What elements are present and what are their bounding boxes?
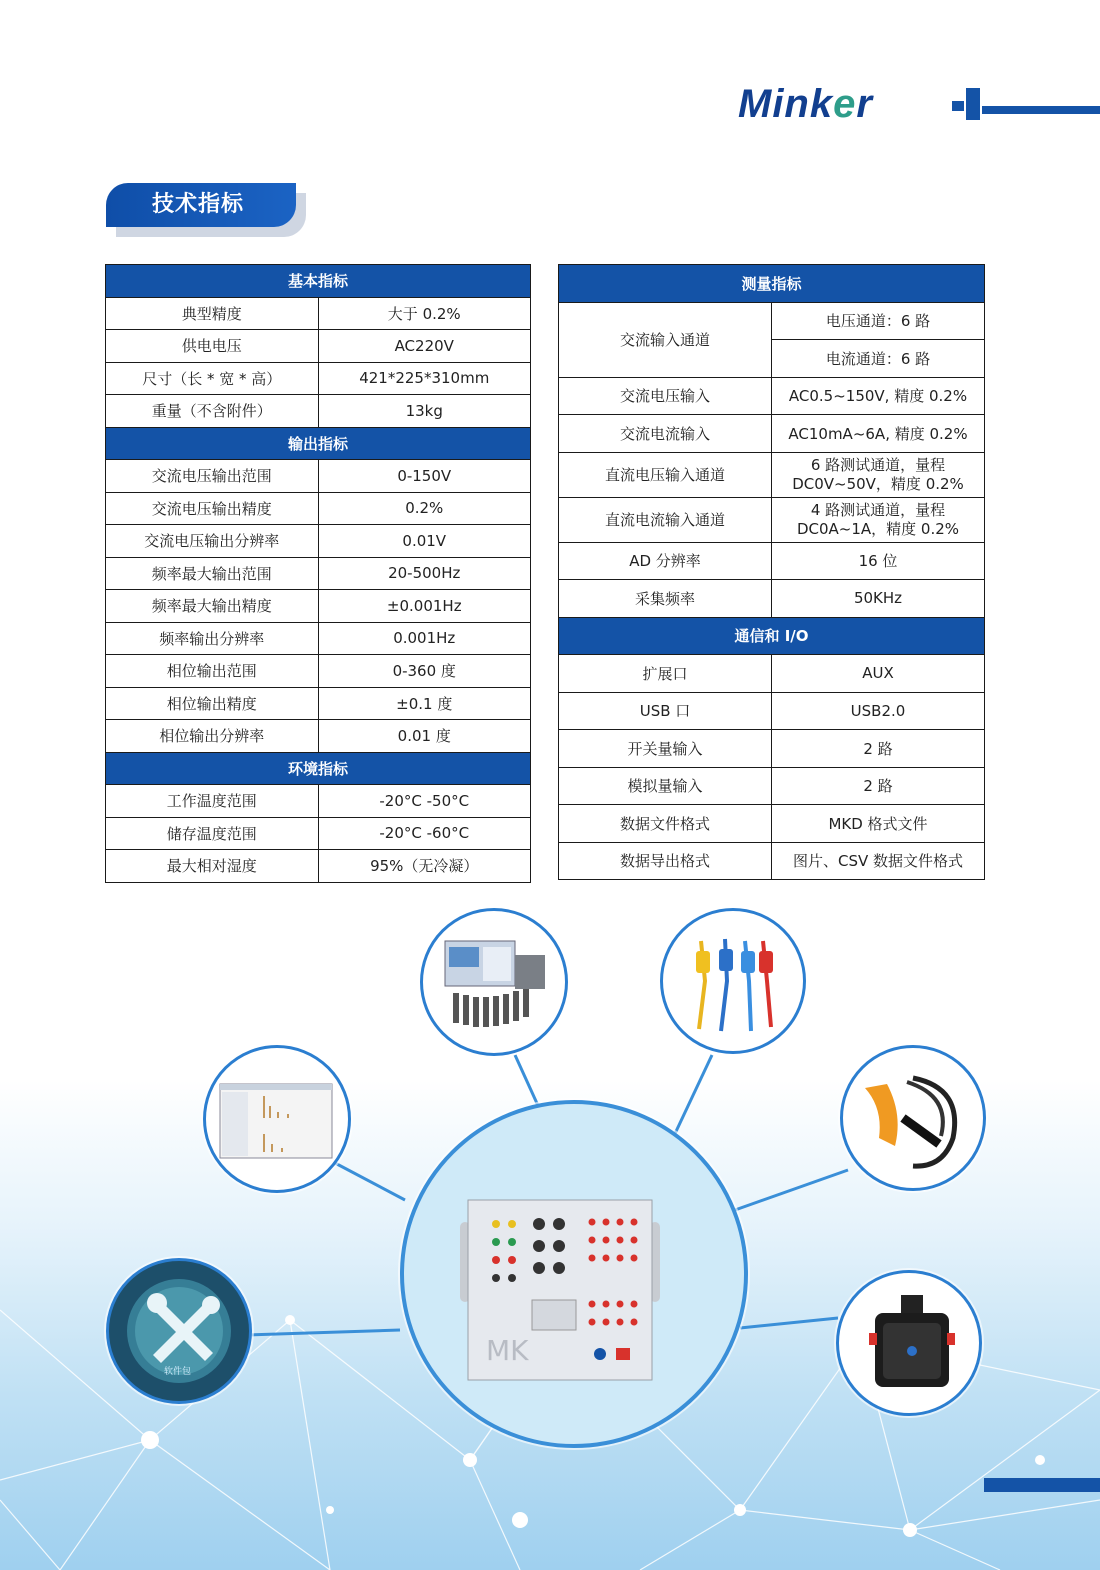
spec-label: 采集频率 <box>559 580 772 618</box>
spec-label: 模拟量输入 <box>559 767 772 805</box>
table-group-header: 输出指标 <box>106 427 531 460</box>
spec-value: 50KHz <box>772 580 985 618</box>
device-circle <box>400 1100 748 1448</box>
spec-label: 工作温度范围 <box>106 785 319 818</box>
spec-value: AUX <box>772 655 985 693</box>
spec-label: 频率最大输出范围 <box>106 557 319 590</box>
table-group-header: 通信和 I/O <box>559 617 985 655</box>
spec-value: 电流通道：6 路 <box>772 340 985 378</box>
clamp-sensor-icon <box>843 1048 983 1188</box>
spec-label: USB 口 <box>559 692 772 730</box>
spec-label: 相位输出精度 <box>106 687 319 720</box>
spec-value: USB2.0 <box>772 692 985 730</box>
spec-value: 0-360 度 <box>318 655 531 688</box>
table-group-header: 基本指标 <box>106 265 531 298</box>
spec-value: AC10mA~6A, 精度 0.2% <box>772 415 985 453</box>
table-group-header: 测量指标 <box>559 265 985 303</box>
test-device-icon <box>404 1104 744 1444</box>
spec-label: 频率最大输出精度 <box>106 590 319 623</box>
spec-label: 交流电压输出范围 <box>106 460 319 493</box>
spec-value: 0.2% <box>318 492 531 525</box>
spec-label: 相位输出范围 <box>106 655 319 688</box>
spec-value: 421*225*310mm <box>318 362 531 395</box>
spec-label: 交流电压输入 <box>559 377 772 415</box>
test-leads-icon <box>663 911 803 1051</box>
spec-label: 交流电压输出分辨率 <box>106 525 319 558</box>
spec-value: 13kg <box>318 395 531 428</box>
tools-icon <box>109 1261 249 1401</box>
spec-label: 最大相对湿度 <box>106 850 319 883</box>
analysis-screen-circle <box>203 1045 351 1193</box>
spec-value: 图片、CSV 数据文件格式 <box>772 842 985 880</box>
spec-label: 直流电流输入通道 <box>559 497 772 542</box>
spec-value: AC220V <box>318 330 531 363</box>
table-group-header: 环境指标 <box>106 752 531 785</box>
carry-case-icon <box>839 1273 979 1413</box>
spec-value: 2 路 <box>772 730 985 768</box>
minker-logo: Minker <box>738 82 873 126</box>
test-leads-circle <box>660 908 806 1054</box>
spec-label: 扩展口 <box>559 655 772 693</box>
software-screen-icon <box>423 911 565 1053</box>
clamp-sensor-circle <box>840 1045 986 1191</box>
spec-label: 重量（不含附件） <box>106 395 319 428</box>
spec-value: MKD 格式文件 <box>772 805 985 843</box>
spec-value: 0.001Hz <box>318 622 531 655</box>
spec-label: AD 分辨率 <box>559 542 772 580</box>
spec-label: 交流电压输出精度 <box>106 492 319 525</box>
spec-label: 数据导出格式 <box>559 842 772 880</box>
footer-stripe <box>984 1478 1100 1492</box>
spec-value: -20°C -50°C <box>318 785 531 818</box>
spec-value: ±0.001Hz <box>318 590 531 623</box>
spec-value: AC0.5~150V, 精度 0.2% <box>772 377 985 415</box>
spec-value: 0.01 度 <box>318 720 531 753</box>
software-package-circle <box>106 1258 252 1404</box>
spec-value: 0-150V <box>318 460 531 493</box>
spec-label: 典型精度 <box>106 297 319 330</box>
spec-label: 相位输出分辨率 <box>106 720 319 753</box>
software-package-caption: 软件包 <box>164 1367 192 1377</box>
software-screen-circle <box>420 908 568 1056</box>
spec-value: 0.01V <box>318 525 531 558</box>
spec-value: 6 路测试通道，量程 DC0V~50V，精度 0.2% <box>772 452 985 497</box>
spec-label: 交流输入通道 <box>559 302 772 377</box>
spec-value: 电压通道：6 路 <box>772 302 985 340</box>
spec-label: 开关量输入 <box>559 730 772 768</box>
analysis-screen-icon <box>206 1048 348 1190</box>
spec-label: 交流电流输入 <box>559 415 772 453</box>
spec-value: 大于 0.2% <box>318 297 531 330</box>
spec-label: 尺寸（长 * 宽 * 高） <box>106 362 319 395</box>
case-circle <box>836 1270 982 1416</box>
spec-value: 20-500Hz <box>318 557 531 590</box>
spec-value: 16 位 <box>772 542 985 580</box>
spec-value: 4 路测试通道，量程 DC0A~1A，精度 0.2% <box>772 497 985 542</box>
spec-label: 直流电压输入通道 <box>559 452 772 497</box>
spec-label: 频率输出分辨率 <box>106 622 319 655</box>
spec-value: 2 路 <box>772 767 985 805</box>
device-brand-mark: MK <box>486 1334 529 1367</box>
spec-value: 95%（无冷凝） <box>318 850 531 883</box>
spec-value: ±0.1 度 <box>318 687 531 720</box>
spec-label: 储存温度范围 <box>106 817 319 850</box>
spec-label: 数据文件格式 <box>559 805 772 843</box>
spec-label: 供电电压 <box>106 330 319 363</box>
spec-value: -20°C -60°C <box>318 817 531 850</box>
section-title: 技术指标 <box>106 183 296 227</box>
